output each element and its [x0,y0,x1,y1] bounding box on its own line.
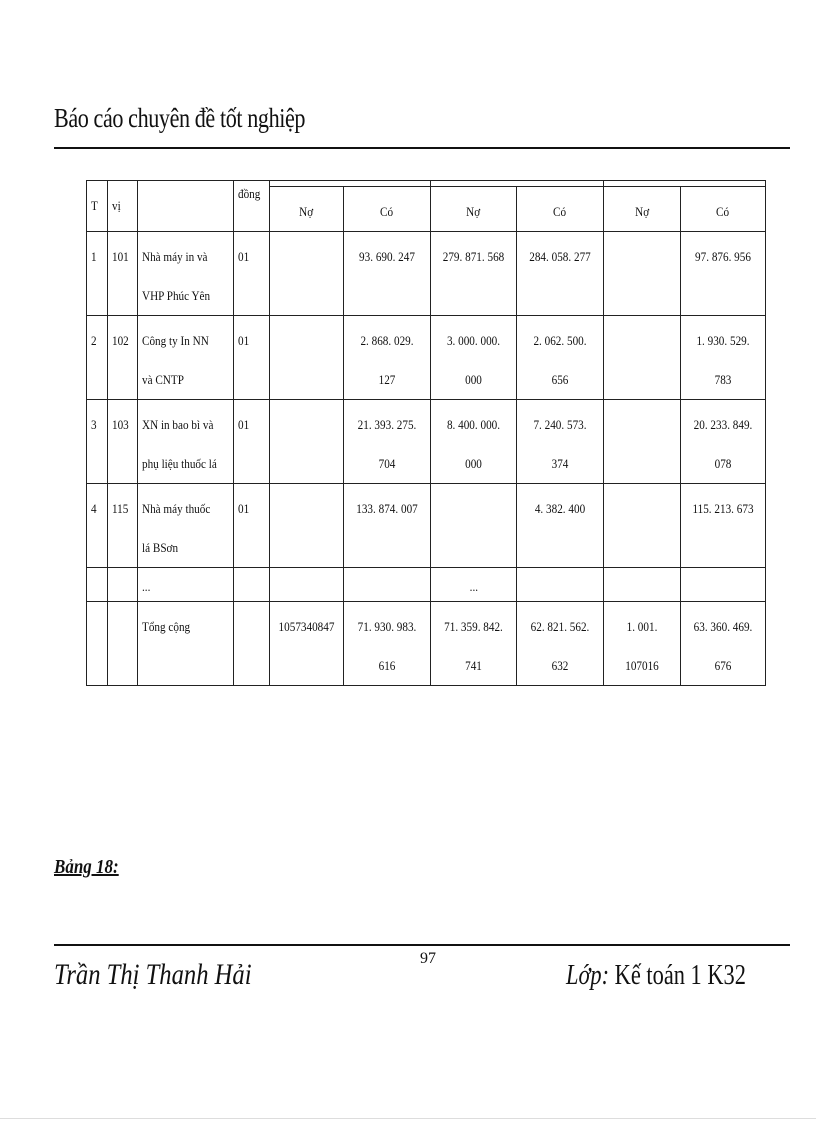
cell-currency-text: 01 [238,417,250,432]
cell-amount [344,232,431,316]
cell-code-text: 102 [112,333,129,348]
cell-code-text: 103 [112,417,129,432]
cell-ellipsis [604,568,681,602]
subheader-debit: Nợ [431,187,517,232]
cell-code-text: 101 [112,249,129,264]
cell-total-amount-line: 1. 001. [626,619,658,634]
cell-name-line: Nhà máy thuốc [142,501,211,516]
cell-currency [234,232,270,316]
page-number: 97 [420,950,436,967]
page-header-title: Báo cáo chuyên đề tốt nghiệp [54,103,306,133]
cell-amount-line: 2. 062. 500. [533,333,587,348]
cell-code-text: 115 [112,501,129,516]
cell-amount [344,316,431,400]
header-currency: đồng [234,181,270,232]
cell-total-amount-line: 107016 [625,658,659,673]
cell-amount [517,484,604,568]
cell-ellipsis [138,568,234,602]
cell-name [138,400,234,484]
cell-name [138,232,234,316]
cell-currency-text: 01 [238,249,250,264]
cell-amount [604,484,681,568]
subheader-debit: Nợ [270,187,344,232]
cell-total-amount [431,602,517,686]
header-name [138,181,234,232]
cell-name-line: lá BSơn [142,540,179,555]
cell-name-line: Nhà máy in và [142,249,208,264]
cell-amount-line: 1. 930. 529. [696,333,750,348]
cell-amount [517,400,604,484]
cell-code [108,484,138,568]
cell-amount [431,400,517,484]
cell-amount-line: 000 [465,456,482,471]
cell-total-amount-line: 71. 930. 983. [357,619,417,634]
cell-amount [681,484,766,568]
footer-author: Trần Thị Thanh Hải [54,958,252,991]
cell-total-amount-line: 632 [551,658,569,673]
subheader-credit: Có [344,187,431,232]
subheader-debit: Nợ [604,187,681,232]
cell-amount-line: 284. 058. 277 [529,249,591,264]
cell-total-amount [344,602,431,686]
cell-amount-line: 4. 382. 400 [534,501,586,516]
cell-stt [87,400,108,484]
cell-total-amount-line: 741 [465,658,482,673]
cell-amount [431,316,517,400]
cell-currency-text: 01 [238,501,250,516]
cell-ellipsis-text: ... [142,579,151,594]
cell-code [108,232,138,316]
cell-stt [87,316,108,400]
cell-stt [87,232,108,316]
cell-name-line: phụ liệu thuốc lá [142,456,217,471]
cell-amount-line: 078 [714,456,732,471]
table-caption: Bảng 18: [54,856,119,878]
cell-ellipsis [431,568,517,602]
cell-ellipsis [234,568,270,602]
cell-amount [344,484,431,568]
cell-amount [431,484,517,568]
ledger-body [87,181,766,686]
cell-amount-line: 7. 240. 573. [533,417,587,432]
cell-amount [681,232,766,316]
cell-amount-line: 115. 213. 673 [692,501,754,516]
cell-amount-line: 21. 393. 275. [357,417,417,432]
cell-amount [270,400,344,484]
cell-amount-line: 783 [714,372,732,387]
table-row [87,400,766,484]
cell-amount-line: 000 [465,372,482,387]
cell-total-amount [604,602,681,686]
cell-total-amount-line: 63. 360. 469. [693,619,753,634]
header-stt: T [87,181,108,232]
cell-ellipsis [681,568,766,602]
cell-amount-line: 374 [551,456,569,471]
cell-stt-text: 2 [91,333,97,348]
class-label: Lớp: [566,960,610,991]
cell-currency-text: 01 [238,333,250,348]
cell-currency [234,484,270,568]
cell-currency [234,602,270,686]
table-row [87,316,766,400]
cell-ellipsis [344,568,431,602]
cell-stt-text: 4 [91,501,97,516]
cell-currency [234,316,270,400]
cell-name [138,484,234,568]
cell-stt [87,602,108,686]
cell-amount [270,316,344,400]
table-row [87,232,766,316]
cell-amount [681,316,766,400]
cell-amount [604,316,681,400]
cell-amount-line: 133. 874. 007 [356,501,418,516]
cell-amount [604,232,681,316]
cell-name [138,316,234,400]
cell-stt-text: 3 [91,417,97,432]
page-bottom-edge [0,1118,816,1119]
cell-amount-line: 97. 876. 956 [695,249,751,264]
footer-class [566,960,746,992]
cell-total-label [138,602,234,686]
ledger-table [86,180,766,686]
cell-amount-line: 279. 871. 568 [442,249,505,264]
cell-total-amount-line: 676 [714,658,732,673]
cell-ellipsis [270,568,344,602]
cell-ellipsis [108,568,138,602]
cell-total-amount [517,602,604,686]
cell-ellipsis [87,568,108,602]
header-divider [54,147,790,149]
cell-name-line: và CNTP [142,372,184,387]
table-row-ellipsis [87,568,766,602]
cell-amount-line: 8. 400. 000. [446,417,501,432]
cell-amount-line: 93. 690. 247 [359,249,415,264]
table-row-total [87,602,766,686]
cell-name-line: XN in bao bì và [142,417,214,432]
cell-amount-line: 20. 233. 849. [693,417,753,432]
cell-name-line: Công ty In NN [142,333,209,348]
footer-divider [54,944,790,946]
cell-total-amount-line: 1057340847 [278,619,335,634]
cell-stt [87,484,108,568]
cell-total-amount-line: 71. 359. 842. [444,619,503,634]
header-code: vị [108,181,138,232]
cell-amount-line: 656 [551,372,569,387]
cell-total-amount [681,602,766,686]
cell-amount [517,232,604,316]
cell-total-label-text: Tổng cộng [142,619,191,634]
cell-amount [270,484,344,568]
cell-currency [234,400,270,484]
cell-ellipsis-text: ... [469,579,478,594]
cell-amount [270,232,344,316]
cell-code [108,400,138,484]
table-row [87,484,766,568]
cell-amount-line: 704 [378,456,396,471]
cell-amount [344,400,431,484]
cell-amount-line: 3. 000. 000. [446,333,501,348]
cell-amount [431,232,517,316]
cell-amount [681,400,766,484]
cell-amount [604,400,681,484]
subheader-credit: Có [517,187,604,232]
cell-amount-line: 2. 868. 029. [360,333,414,348]
cell-code [108,316,138,400]
cell-total-amount-line: 616 [378,658,396,673]
cell-total-amount-line: 62. 821. 562. [530,619,590,634]
cell-total-amount [270,602,344,686]
cell-name-line: VHP Phúc Yên [142,288,211,303]
cell-ellipsis [517,568,604,602]
cell-amount [517,316,604,400]
cell-stt-text: 1 [91,249,97,264]
cell-code [108,602,138,686]
subheader-credit: Có [681,187,766,232]
class-value: Kế toán 1 K32 [614,960,746,991]
cell-amount-line: 127 [378,372,396,387]
